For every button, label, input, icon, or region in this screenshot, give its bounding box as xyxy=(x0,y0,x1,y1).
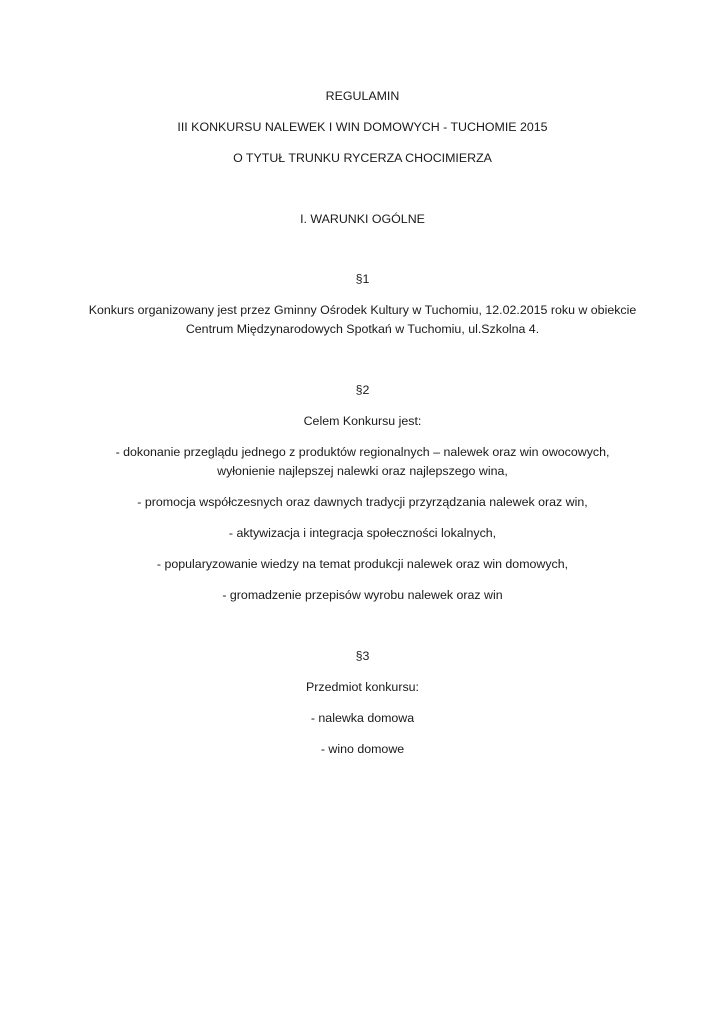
list-item: - promocja współczesnych oraz dawnych tradycji przyrządzania nalewek oraz win, xyxy=(137,495,588,509)
document-subtitle-2: O TYTUŁ TRUNKU RYCERZA CHOCIMIERZA xyxy=(233,151,492,165)
paragraph-symbol-2: §2 xyxy=(355,383,370,397)
section-heading: I. WARUNKI OGÓLNE xyxy=(300,212,425,226)
list-item: - aktywizacja i integracja społeczności lokalnych, xyxy=(228,526,497,540)
paragraph-3-intro: Przedmiot konkursu: xyxy=(306,680,419,694)
document-title: REGULAMIN xyxy=(325,89,400,103)
list-item: wyłonienie najlepszej nalewki oraz najlepszego wina, xyxy=(217,464,508,478)
paragraph-1-line-1: Konkurs organizowany jest przez Gminny Ośrodek Kultury w Tuchomiu, 12.02.2015 roku w obiekcie xyxy=(88,303,637,317)
document-subtitle: III KONKURSU NALEWEK I WIN DOMOWYCH - TUCHOMIE 2015 xyxy=(177,120,548,134)
paragraph-symbol-1: §1 xyxy=(355,272,370,286)
paragraph-1-line-2: Centrum Międzynarodowych Spotkań w Tuchomiu, ul.Szkolna 4. xyxy=(185,322,540,336)
list-item: - popularyzowanie wiedzy na temat produkcji nalewek oraz win domowych, xyxy=(156,557,569,571)
list-item: - dokonanie przeglądu jednego z produktów regionalnych – nalewek oraz win owocowych, xyxy=(115,445,610,459)
list-item: - gromadzenie przepisów wyrobu nalewek oraz win xyxy=(222,588,503,602)
list-item: - wino domowe xyxy=(320,742,405,756)
paragraph-symbol-3: §3 xyxy=(355,649,370,663)
paragraph-2-intro: Celem Konkursu jest: xyxy=(303,414,422,428)
list-item: - nalewka domowa xyxy=(310,711,415,725)
